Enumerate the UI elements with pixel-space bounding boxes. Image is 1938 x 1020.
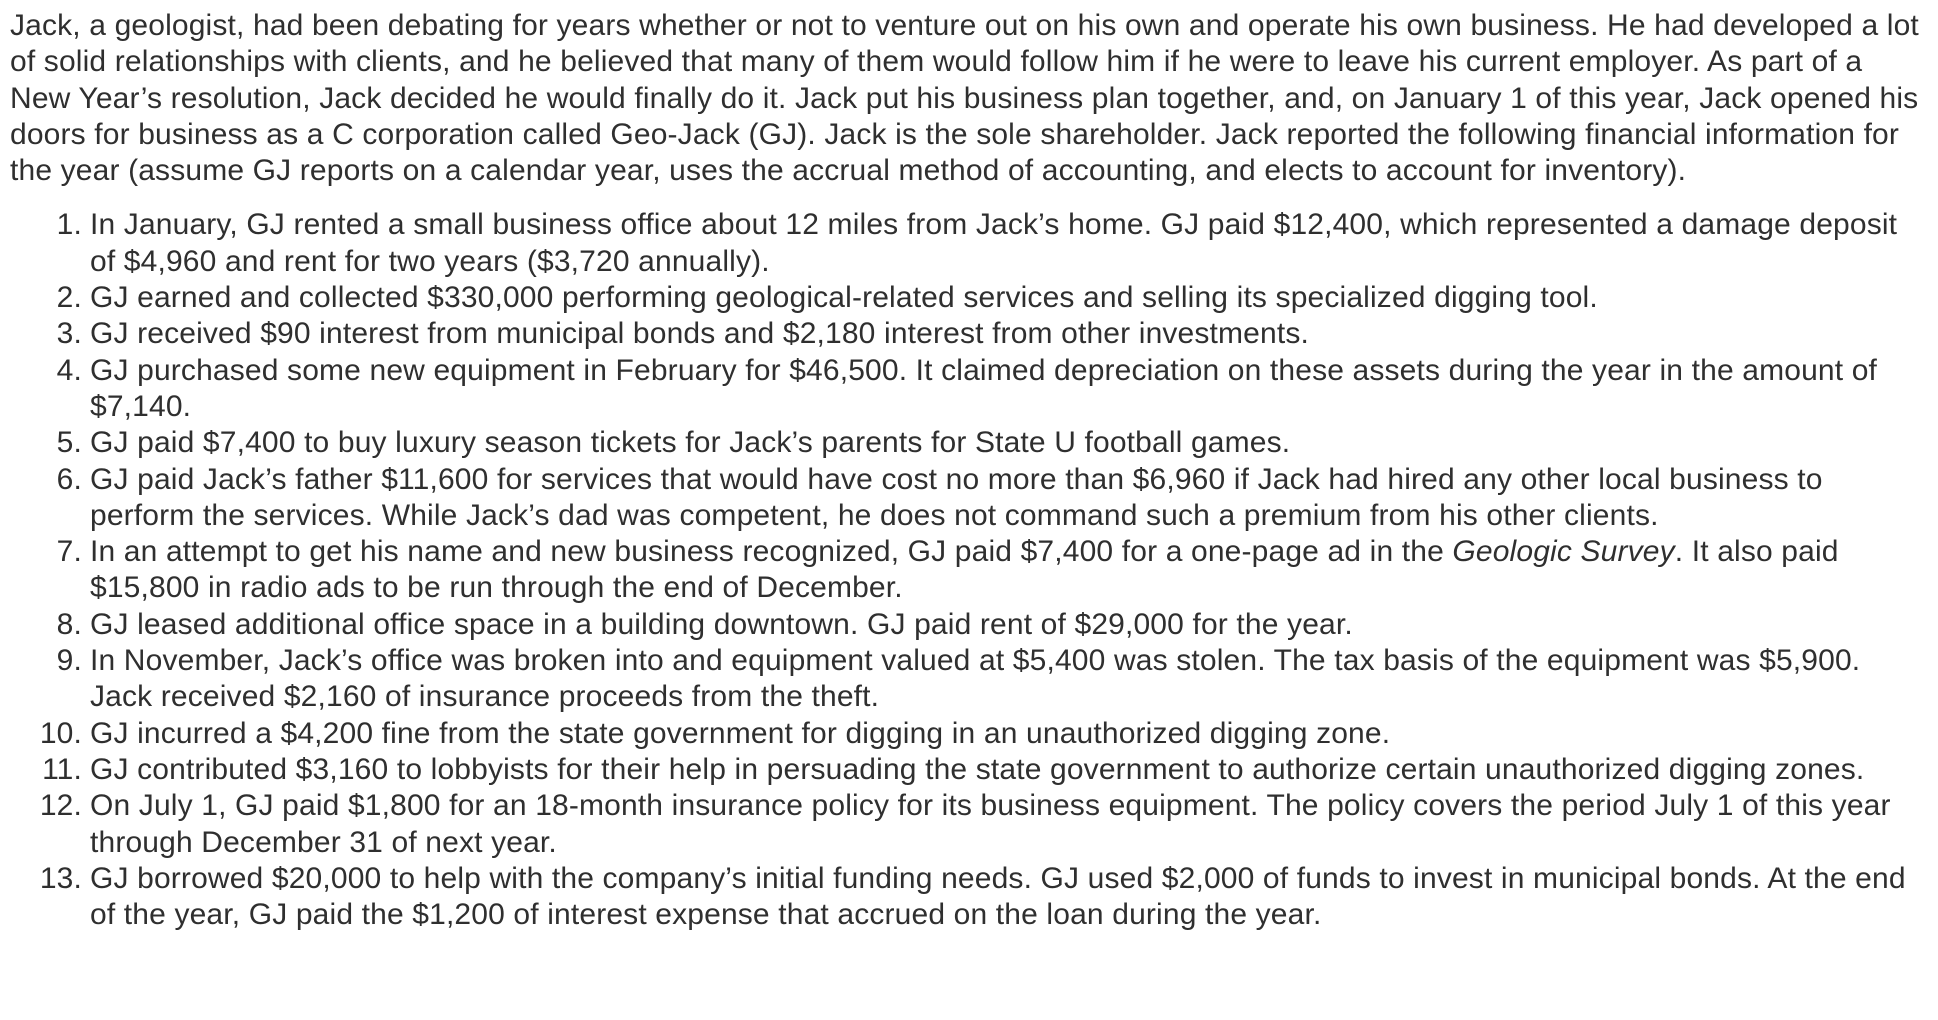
item-text: In November, Jack’s office was broken into and equipment valued at $5,400 was stolen. The tax basis of the equipment was $5,900. Jack received $2,160 of insurance proceeds from the theft.	[90, 644, 1861, 714]
list-item	[10, 316, 1924, 352]
list-item	[10, 462, 1924, 535]
item-text-after: . It also paid $15,800 in radio ads to be run through the end of December.	[90, 535, 1839, 605]
list-item	[10, 534, 1924, 607]
item-text: GJ received $90 interest from municipal bonds and $2,180 interest from other investments.	[90, 317, 1309, 351]
item-number: 12.	[39, 789, 82, 823]
item-text: On July 1, GJ paid $1,800 for an 18-month insurance policy for its business equipment. The policy covers the period July 1 of this year through December 31 of next year.	[90, 789, 1891, 859]
list-item	[10, 353, 1924, 426]
list-item	[10, 861, 1924, 934]
list-item	[10, 425, 1924, 461]
item-text: GJ contributed $3,160 to lobbyists for their help in persuading the state government to authorize certain unauthorized digging zones.	[90, 752, 1865, 786]
item-number: 7.	[56, 535, 82, 569]
item-number: 9.	[56, 644, 82, 678]
item-text: GJ paid Jack’s father $11,600 for services that would have cost no more than $6,960 if Jack had hired any other local business to perform the services. While Jack’s dad was competent, he does not command such a premium from his other clients.	[90, 462, 1823, 532]
item-number: 11.	[42, 752, 82, 786]
item-number: 5.	[56, 426, 82, 460]
list-item	[10, 788, 1924, 861]
item-number: 4.	[56, 353, 82, 387]
item-text: GJ leased additional office space in a building downtown. GJ paid rent of $29,000 for the year.	[90, 607, 1353, 641]
item-text: In January, GJ rented a small business office about 12 miles from Jack’s home. GJ paid $12,400, which represented a damage deposit of $4,960 and rent for two years ($3,720 annually).	[90, 208, 1898, 278]
item-number: 10.	[39, 716, 82, 750]
item-number: 2.	[56, 281, 82, 315]
item-number: 1.	[56, 208, 82, 242]
item-number: 3.	[56, 317, 82, 351]
list-item	[10, 207, 1924, 280]
list-item	[10, 280, 1924, 316]
item-text: GJ purchased some new equipment in February for $46,500. It claimed depreciation on these assets during the year in the amount of $7,140.	[90, 353, 1878, 423]
list-item	[10, 716, 1924, 752]
item-text: GJ incurred a $4,200 fine from the state government for digging in an unauthorized digging zone.	[90, 716, 1391, 750]
item-text: GJ paid $7,400 to buy luxury season tickets for Jack’s parents for State U football games.	[90, 426, 1291, 460]
item-number: 8.	[56, 607, 82, 641]
item-number: 6.	[56, 462, 82, 496]
list-item	[10, 607, 1924, 643]
item-text: GJ earned and collected $330,000 performing geological-related services and selling its specialized digging tool.	[90, 281, 1598, 315]
intro-paragraph: Jack, a geologist, had been debating for years whether or not to venture out on his own and operate his own business. He had developed a lot of solid relationships with clients, and he believed that many of them would follow him if he were to leave his current employer. As part of a New Year’s resolution, Jack decided he would finally do it. Jack put his business plan together, and, on January 1 of this year, Jack opened his doors for business as a C corporation called Geo-Jack (GJ). Jack is the sole shareholder. Jack reported the following financial information for the year (assume GJ reports on a calendar year, uses the accrual method of accounting, and elects to account for inventory).	[10, 9, 1919, 188]
item-text-before: In an attempt to get his name and new business recognized, GJ paid $7,400 for a one-page ad in the	[90, 535, 1453, 569]
transaction-list	[10, 207, 1924, 933]
publication-title: Geologic Survey	[1452, 535, 1675, 569]
item-number: 13.	[39, 861, 82, 895]
item-text: GJ borrowed $20,000 to help with the company’s initial funding needs. GJ used $2,000 of funds to invest in municipal bonds. At the end of the year, GJ paid the $1,200 of interest expense that accrued on the loan during the year.	[90, 861, 1906, 932]
list-item	[10, 752, 1924, 788]
list-item	[10, 643, 1924, 716]
